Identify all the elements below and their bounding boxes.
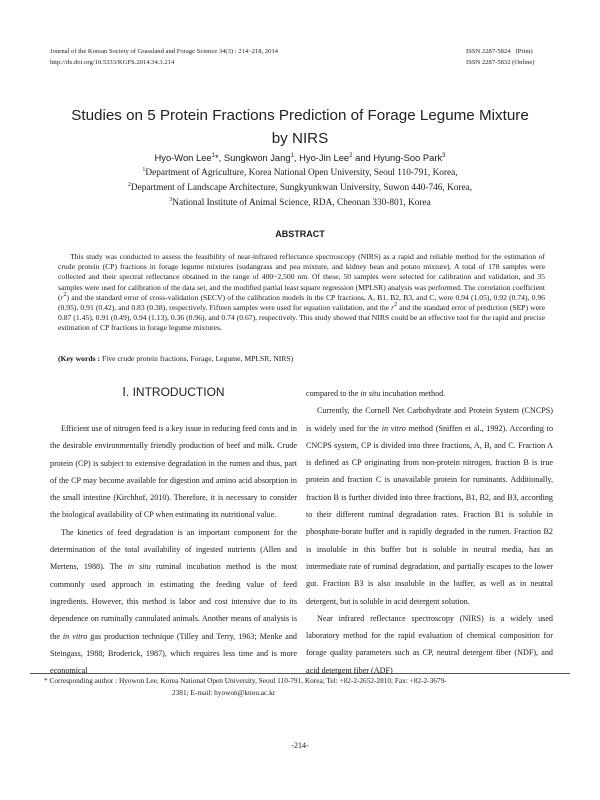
footnote-divider <box>30 673 570 674</box>
issn-online: ISSN 2287-5832 (Online) <box>466 58 535 66</box>
journal-line: Journal of the Korean Society of Grassland and Forage Science 34(3) : 214~218, 2014 <box>50 48 279 55</box>
issn-block <box>466 47 535 68</box>
author-3-affil: 2 <box>349 153 353 159</box>
footnote-line-1: * Corresponding author : Hyowon Lee, Korea National Open University, Seoul 110-791, Korea; Tel: +82-2-2652-2810; Fax: +82-2-3679- <box>44 676 447 685</box>
author-1-affil: 1 <box>211 153 215 159</box>
abstract-body: This study was conducted to assess the feasibility of near-infrared reflectance spectroscopy (NIRS) as a rapid and reliable method for the estimation of crude protein (CP) fractions in forage legume mixtures (sudangrass and pea mixture, and kidney bean and potato mixture). A total of 178 samples were collected and their spectral reflectance obtained in the range of 400~2,500 nm. Of these, 50 samples were selected for calibration and validation, and 35 samples were used for calibration of the data set, and the modified partial least square regression (MPLSR) analysis was performed. The correlation coefficient $(r^2)$ and the standard error of cross-validation (SECV) of the calibration models in the CP fractions, A, B1, B2, B3, and C, were 0.94 (1.05), 0.92 (0.74), 0.96 (0.95), 0.91 (0.42), and 0.83 (0.38), respectively. Fifteen samples were used for equation validation, and the $r^2$ and the standard error of prediction (SEP) were 0.87 (1.45), 0.91 (0.49), 0.94 (1.13), 0.36 (0.96), and 0.74 (0.67), respectively. This study showed that NIRS could be an effective tool for the rapid and precise estimation of CP fractions in forage legume mixtures. <box>58 252 545 333</box>
intro-paragraph-3: compared to the in situ incubation method. <box>306 389 446 398</box>
affiliation-3: $^3$National Institute of Animal Science, RDA, Cheonan 330-801, Korea <box>169 197 431 208</box>
intro-paragraph-5: Near infrared reflectance spectroscopy (NIRS) is a widely used laboratory method for the rapid evaluation of chemical composition for forage quality parameters such as CP, neutral detergent fiber (NDF), and acid detergent fiber (ADF) <box>306 613 553 675</box>
keywords-label: (Key words : <box>58 354 101 363</box>
author-4-affil: 3 <box>442 153 446 159</box>
corresponding-author-footnote <box>44 675 564 699</box>
doi-link[interactable]: http://dx.doi.org/10.5333/KGFS.2014.34.3.214 <box>50 58 175 66</box>
author-2-affil: 1 <box>290 153 294 159</box>
right-column <box>306 385 553 679</box>
footnote-line-2: 2381; E-mail: hyowon@knou.ac.kr <box>172 688 276 697</box>
affiliation-list <box>30 166 570 211</box>
affiliation-1: $^1$Department of Agriculture, Korea National Open University, Seoul 110-791, Korea, <box>142 167 458 178</box>
keywords-text: Five crude protein fractions, Forage, Legume, MPLSR, NIRS) <box>101 354 294 363</box>
title-line-1: Studies on 5 Protein Fractions Prediction of Forage Legume Mixture <box>71 107 529 124</box>
intro-paragraph-2: The kinetics of feed degradation is an important component for the determination of the total availability of ingested nutrients (Allen and Mertens, 1988). The in situ ruminal incubation method is the most commonly used approach in estimating the feeding value of feed ingredients. However, this method is labor and cost intensive due to its dependence on ruminally cannulated animals. Another means of analysis is the in vitro gas production technique (Tilley and Terry, 1963; Menke and Steingass, 1988; Broderick, 1987), which requires less time and is more economical <box>50 527 297 676</box>
issn-print: ISSN 2287-5824 (Print) <box>466 48 533 55</box>
author-1: Hyo-Won Lee <box>154 152 212 163</box>
affiliation-2: $^2$Department of Landscape Architecture, Sungkyunkwan University, Suwon 440-746, Korea, <box>127 182 473 193</box>
journal-header <box>50 47 278 68</box>
author-list: Hyo-Won Lee$^1$*, Sungkwon Jang$^1$, Hyo-Jin Lee$^2$ and Hyung-Soo Park$^3$ <box>154 152 446 163</box>
left-column <box>50 384 297 679</box>
author-2: Sungkwon Jang <box>223 152 291 163</box>
section-heading-introduction: Ⅰ. INTRODUCTION <box>122 385 225 399</box>
paper-title <box>30 104 570 150</box>
intro-paragraph-1: Efficient use of nitrogen feed is a key issue in reducing feed costs and in the desirable environmentally friendly production of beef and milk. Crude protein (CP) is subject to extensive degradation in the rumen and thus, part of the CP may become available for digestion and amino acid absorption in the small intestine (Kirchhof, 2010). Therefore, it is necessary to consider the biological availability of CP when estimating its nutritional value. <box>50 424 297 520</box>
intro-paragraph-4: Currently, the Cornell Net Carbohydrate and Protein System (CNCPS) is widely used for the in vitro method (Sniffen et al., 1992). According to CNCPS system, CP is divided into three fractions, A, B, and C. Fraction A is defined as CP originating from non-protein nitrogen, fraction B is true protein and fraction C is unavailable protein for ruminants. Additionally, fraction B is further divided into three fractions, B1, B2, and B3, according to their different ruminal degradation rates. Fraction B1 is soluble in phosphate-borate buffer and is rapidly degraded in the rumen. Fraction B2 is insoluble in this buffer but is soluble in neutral media, has an intermediate rate of ruminal degradation, and partially escapes to the lower gut. Fraction B3 is also insoluble in the buffer, as well as in neutral detergent, but is soluble in acid detergent solution. <box>306 406 554 606</box>
abstract-heading: ABSTRACT <box>275 229 325 239</box>
author-4: Hyung-Soo Park <box>373 152 443 163</box>
page-number: -214- <box>291 741 309 750</box>
keywords <box>58 354 545 364</box>
title-line-2: by NIRS <box>271 130 329 147</box>
author-3: Hyo-Jin Lee <box>299 152 350 163</box>
